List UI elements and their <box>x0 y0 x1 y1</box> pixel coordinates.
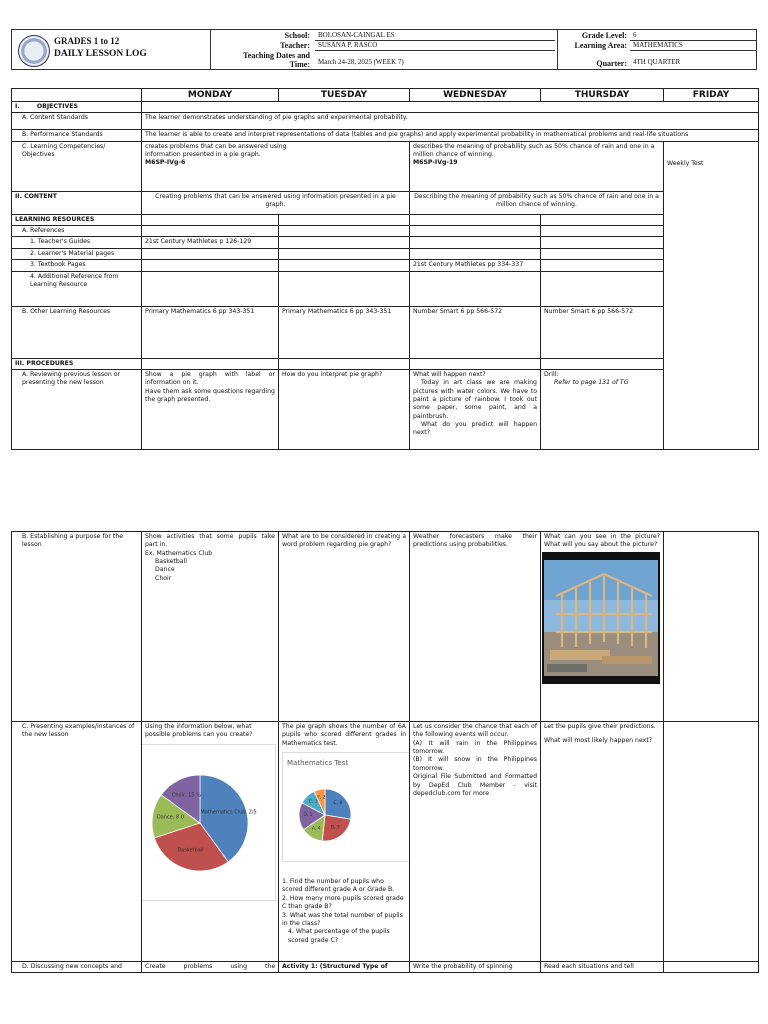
other-resources-tuesday: Primary Mathematics 6 pp 343-351 <box>279 306 410 358</box>
references-label: A. References <box>12 226 142 237</box>
purpose-monday <box>142 532 279 722</box>
performance-standards-text: The learner is able to create and interpret representations of data (tables and pie graphs) and apply experimental probability in mathematical problems and real-life situations <box>142 130 759 141</box>
other-resources-monday: Primary Mathematics 6 pp 343-351 <box>142 306 279 358</box>
discussing-label: D. Discussing new concepts and <box>12 962 142 973</box>
weekly-test-text: Weekly Test <box>667 159 704 167</box>
dll-table-page1 <box>11 88 759 450</box>
activity-item: Ex. Mathematics Club <box>145 549 213 557</box>
school-label: School: <box>284 31 310 40</box>
purpose-thursday-text: What can you see in the picture? What will you say about the picture? <box>544 533 660 549</box>
presenting-thursday-text: Let the pupils give their predictions. <box>544 723 656 730</box>
content-monday: Creating problems that can be answered using information presented in a pie graph. <box>142 191 410 214</box>
other-resources-wednesday: Number Smart 6 pp 566-572 <box>410 306 541 358</box>
activity-item: Choir <box>155 574 172 582</box>
activity-item: Basketball <box>155 558 188 566</box>
day-header-thursday: THURSDAY <box>541 89 664 102</box>
activity-item: Dance <box>155 566 175 574</box>
reviewing-wednesday-predict: What do you predict will happen next? <box>413 421 537 437</box>
pie-slice-label: D, 5 <box>303 812 313 818</box>
reviewing-monday: Show a pie graph with label or information on it. Have them ask some questions regarding the graph presented. <box>142 369 279 449</box>
chart-title: Mathematics Test <box>287 759 349 768</box>
presenting-monday <box>142 722 279 962</box>
event-a: (A) It will rain in the Philippines tomorrow. <box>413 739 537 756</box>
presenting-wednesday <box>410 722 541 962</box>
other-resources-thursday: Number Smart 6 pp 566-572 <box>541 306 664 358</box>
discussing-thursday: Read each situations and tell <box>541 962 664 973</box>
purpose-thursday <box>541 532 664 722</box>
pie-slice-label: Basketball <box>177 847 204 854</box>
area-label: Learning Area: <box>574 41 627 50</box>
area-value: MATHEMATICS <box>630 40 756 51</box>
purpose-label: B. Establishing a purpose for the lesson <box>12 532 142 722</box>
presenting-label: C. Presenting examples/instances of the new lesson <box>12 722 142 962</box>
competencies-wednesday <box>410 141 664 191</box>
reviewing-wednesday-q: What will happen next? <box>413 370 486 378</box>
header-title-dll: DAILY LESSON LOG <box>54 49 147 59</box>
presenting-tuesday <box>279 722 410 962</box>
teachers-guide-label: 1. Teacher's Guides <box>12 237 142 248</box>
dates-label-2: Time: <box>289 60 310 69</box>
question-item: 3. What was the total number of pupils in the class? <box>282 911 403 927</box>
drill-label: Drill: <box>544 370 559 378</box>
competencies-monday <box>142 141 410 191</box>
pie-slice-label: E, 3 <box>309 799 318 805</box>
dll-table-page2 <box>11 531 759 973</box>
reviewing-thursday <box>541 369 664 449</box>
textbook-pages-label: 3. Textbook Pages <box>12 260 142 271</box>
pie-slice-label: C, 8 <box>333 801 343 807</box>
teacher-value: SUSANA P. RASCO <box>315 40 555 51</box>
competencies-monday-code: M6SP-IVg-6 <box>145 159 186 167</box>
day-header-friday: FRIDAY <box>664 89 759 102</box>
pie-slice-label: A, 4 <box>311 826 321 832</box>
house-construction-photo <box>542 552 660 684</box>
presenting-tuesday-text: The pie graph shows the number of 6A pupils who scored different grades in Mathematics test. <box>282 723 406 747</box>
dates-value: March 24-28, 2025 (WEEK 7) <box>318 58 404 66</box>
drill-reference: Refer to page 131 of TG <box>554 379 629 387</box>
pie-slice-label: Choir, 15 % <box>171 791 201 798</box>
dll-header <box>11 29 757 70</box>
grade-label: Grade Level: <box>581 31 627 40</box>
content-standards-label: A. Content Standards <box>12 113 142 130</box>
teachers-guide-monday: 21st Century Mathletes p 126-129 <box>142 237 279 248</box>
dates-label-1: Teaching Dates and <box>243 51 310 60</box>
purpose-wednesday: Weather forecasters make their predictions using probabilities. <box>410 532 541 722</box>
reviewing-wednesday <box>410 369 541 449</box>
reviewing-label: A. Reviewing previous lesson or presenting the new lesson <box>12 369 142 449</box>
mathematics-test-pie-chart <box>282 752 410 862</box>
event-b: (B) It will snow in the Philippines tomorrow. <box>413 756 537 772</box>
activities-pie-chart <box>142 744 277 901</box>
day-header-wednesday: WEDNESDAY <box>410 89 541 102</box>
purpose-monday-text: Show activities that some pupils take part in. <box>145 533 275 549</box>
teacher-label: Teacher: <box>280 41 310 50</box>
header-title-grades: GRADES 1 to 12 <box>54 36 120 46</box>
competencies-wednesday-text: describes the meaning of probability such as 50% chance of rain and one in a million chance of winning. <box>413 142 655 159</box>
procedures-heading: III. PROCEDURES <box>12 358 142 369</box>
presenting-wednesday-text: Let us consider the chance that each of the following events will occur. <box>413 723 537 739</box>
presenting-thursday <box>541 722 664 962</box>
other-resources-label: B. Other Learning Resources <box>12 306 142 358</box>
discussing-wednesday: Write the probability of spinning <box>410 962 541 973</box>
content-label: II. CONTENT <box>12 191 142 214</box>
competencies-label: C. Learning Competencies/ Objectives <box>12 141 142 191</box>
quarter-label: Quarter: <box>596 59 627 68</box>
presenting-thursday-question: What will most likely happen next? <box>544 737 653 745</box>
objectives-heading: I. OBJECTIVES <box>12 102 142 113</box>
day-header-tuesday: TUESDAY <box>279 89 410 102</box>
purpose-tuesday: What are to be considered in creating a word problem regarding pie graph? <box>279 532 410 722</box>
depedclub-note: Original File Submitted and Formatted by DepEd Club Member - visit depedclub.com for more <box>413 773 537 797</box>
discussing-tuesday: Activity 1: (Structured Type of <box>279 962 410 973</box>
pie-slice-label: B, 7 <box>330 825 340 831</box>
question-item: 1. Find the number of pupils who scored different grade A or Grade B. <box>282 878 395 894</box>
day-header-monday: MONDAY <box>142 89 279 102</box>
discussing-monday: Create problems using the <box>142 962 279 973</box>
textbook-pages-wednesday: 21st Century Mathletes pp 334-337 <box>410 260 541 271</box>
reviewing-wednesday-story: Today in art class we are making pictures with water colors. We have to paint a picture of rainbow. I took out some paper, some paint, and a paintbrush. <box>413 379 537 420</box>
pie-slice-label: Mathematics Club, 2/5 <box>200 809 257 816</box>
competencies-monday-text: creates problems that can be answered using information presented in a pie graph. <box>145 142 287 159</box>
competencies-wednesday-code: M6SP-IVg-19 <box>413 159 458 167</box>
pie-slice-label: F, 2 <box>317 795 326 801</box>
content-wednesday: Describing the meaning of probability such as 50% chance of rain and one in a million chance of winning. <box>410 191 664 214</box>
question-item: 4. What percentage of the pupils scored grade C? <box>288 928 390 944</box>
learners-material-label: 2. Learner's Material pages <box>12 248 142 259</box>
reviewing-tuesday: How do you interpret pie graph? <box>279 369 410 449</box>
quarter-value: 4TH QUARTER <box>633 58 681 66</box>
deped-seal-icon <box>18 35 50 67</box>
pie-slice-label: Dance, 8 0 <box>156 814 184 821</box>
friday-column <box>664 141 759 449</box>
school-value: BOLOSAN-CAINGAL ES <box>315 30 555 41</box>
learning-resources-label: LEARNING RESOURCES <box>12 214 142 225</box>
grade-value: 6 <box>630 30 756 41</box>
additional-reference-label: 4. Additional Reference from Learning Resource <box>12 271 142 306</box>
performance-standards-label: B. Performance Standards <box>12 130 142 141</box>
question-item: 2. How many more pupils scored grade C than grade B? <box>282 894 404 911</box>
presenting-monday-text: Using the information below, what possible problems can you create? <box>145 723 253 739</box>
content-standards-text: The learner demonstrates understanding of pie graphs and experimental probability. <box>142 113 759 130</box>
